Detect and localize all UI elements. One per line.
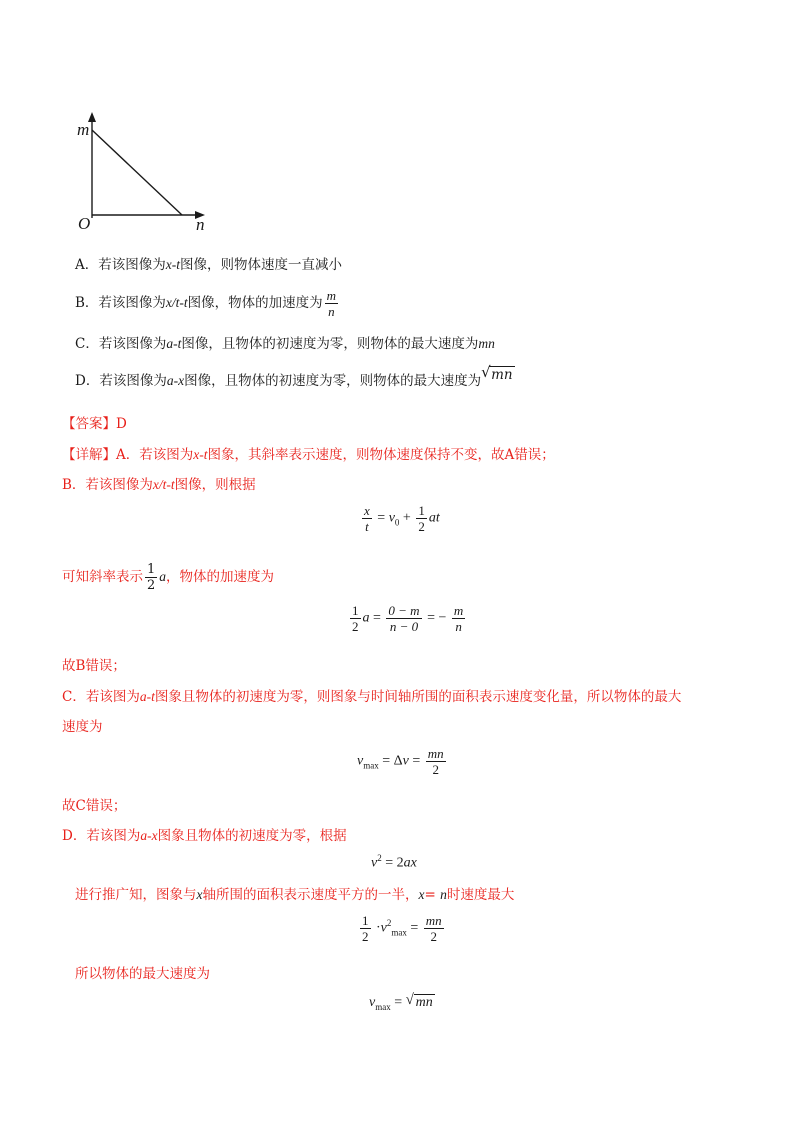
option-c: C．若该图像为a-t图像，且物体的初速度为零，则物体的最大速度为mn <box>75 336 495 352</box>
explanation-a-line: 【详解】A．若该图为x-t图象，其斜率表示速度，则物体速度保持不变，故A错误； <box>62 447 555 463</box>
graph-origin-label: O <box>78 214 91 233</box>
explanation-b-conclusion: 故B错误； <box>62 658 126 674</box>
option-d: D．若该图像为a-x图像，且物体的初速度为零，则物体的最大速度为 √ mn <box>75 363 513 389</box>
equation-d2: $\frac{1}{2}$ $\cdot v^2_{max}$ = $\frac{mn}{2}$ <box>362 913 442 944</box>
graph-x-label: n <box>196 215 205 234</box>
option-b-fraction: $\frac{m}{n}$ <box>326 288 337 319</box>
explanation-d-line1: D．若该图为a-x图象且物体的初速度为零，根据 <box>62 828 347 844</box>
explanation-b-line1: B．若该图像为x/t-t图像，则根据 <box>62 477 256 493</box>
explanation-b-line2: 可知斜率表示 $\frac{1}{2}$ a，物体的加速度为 <box>62 562 275 593</box>
explanation-d-line3: 所以物体的最大速度为 <box>75 966 210 982</box>
option-d-sqrt: √ mn <box>481 363 513 383</box>
graph-y-label: m <box>77 120 90 139</box>
equation-b2: $\frac{1}{2}$ a = $\frac{0 - m}{n - 0}$ = − $\frac{m}{n}$ <box>352 603 464 634</box>
equation-d3-sqrt: √ mn <box>405 992 433 1010</box>
explanation-c-line2: 速度为 <box>62 719 103 735</box>
equation-b1: $\frac{x}{t}$ = $v_0$ + $\frac{1}{2}$ at <box>364 503 440 534</box>
equation-d1: $v^2 = 2ax$ <box>371 853 417 871</box>
equation-d3: $v_{max}$ = √ mn <box>369 992 433 1012</box>
option-b: B．若该图像为x/t-t图像，物体的加速度为 $\frac{m}{n}$ <box>75 288 337 319</box>
graph-line <box>92 130 182 215</box>
answer-line: 【答案】D <box>62 416 127 432</box>
explanation-c-line1: C．若该图为a-t图象且物体的初速度为零，则图象与时间轴所围的面积表示速度变化量，所以物体的最大 <box>62 689 682 705</box>
explanation-d-line2: 进行推广知，图象与x轴所围的面积表示速度平方的一半，x= n时速度最大 <box>75 887 515 903</box>
equation-c: $v_{max} = \Delta v$ = $\frac{mn}{2}$ <box>357 746 444 777</box>
option-a: A．若该图像为x-t图像，则物体速度一直减小 <box>75 257 342 273</box>
explanation-c-conclusion: 故C错误； <box>62 798 127 814</box>
